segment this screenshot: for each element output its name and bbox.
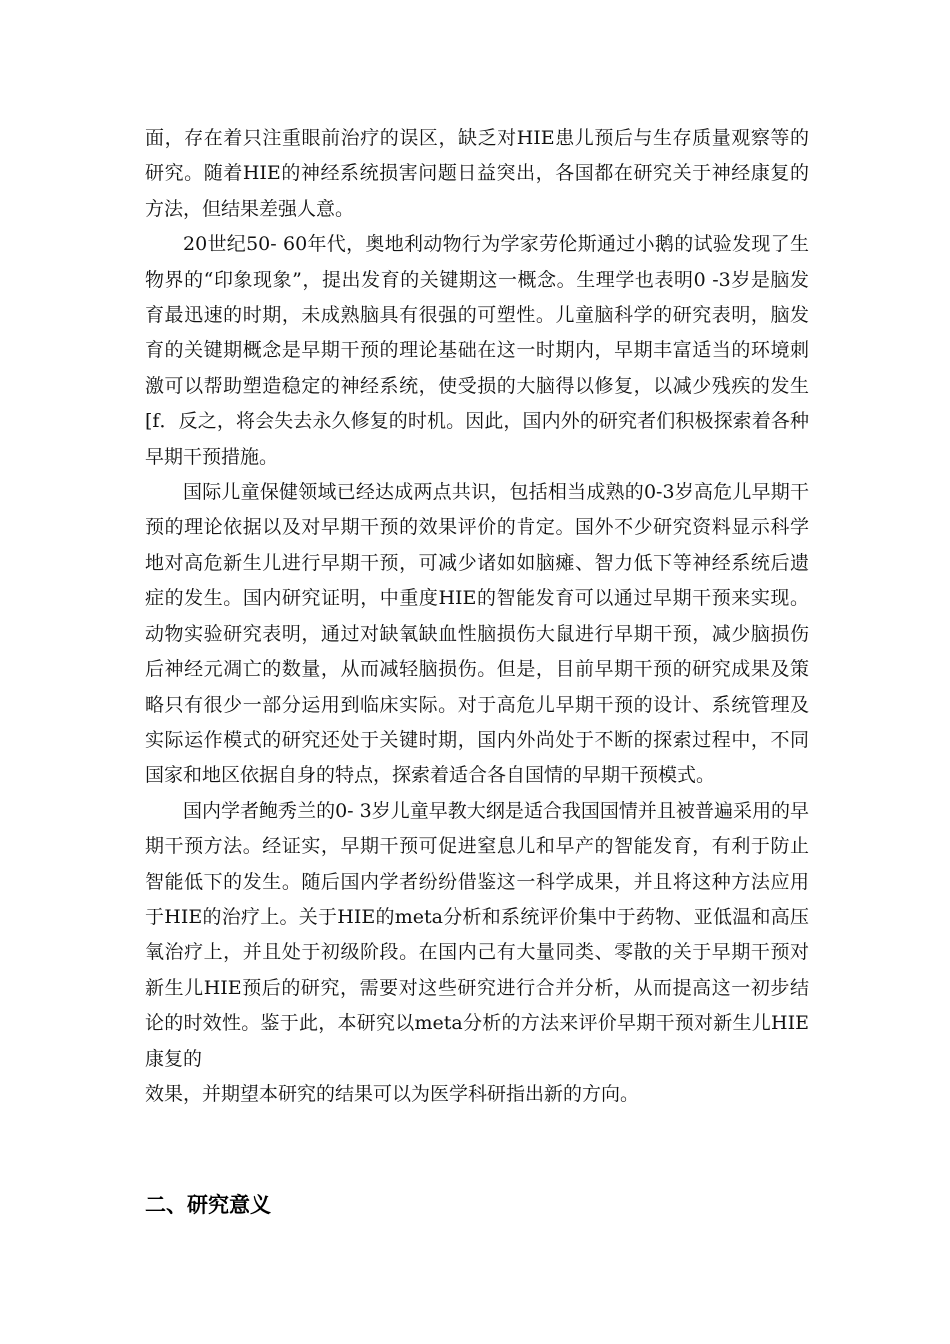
paragraph-domestic-research: 国内学者鲍秀兰的0- 3岁儿童早教大纲是适合我国国情并且被普遍采用的早期干预方法。经证实，早期干预可促进窒息儿和早产的智能发育，有利于防止智能低下的发生。随后国内学者纷纷借鉴这一科学成果，并且将这种方法应用于HIE的治疗上。关于HIE的meta分析和系统评价集中于药物、亚低温和高压氧治疗上，并且处于初级阶段。在国内己有大量同类、零散的关于早期干预对新生儿HIE预后的研究，需要对这些研究进行合并分析，从而提高这一初步结论的时效性。鉴于此，本研究以meta分析的方法来评价早期干预对新生儿HIE康复的 [145, 799, 809, 1070]
paragraph-continuation: 面，存在着只注重眼前治疗的误区，缺乏对HIE患儿预后与生存质量观察等的研究。随着HIE的神经系统损害问题日益突出，各国都在研究关于神经康复的方法，但结果差强人意。 [145, 127, 809, 220]
paragraph-international-consensus: 国际儿童保健领域已经达成两点共识，包括相当成熟的0-3岁高危儿早期干预的理论依据以及对早期干预的效果评价的肯定。国外不少研究资料显示科学地对高危新生儿进行早期干预，可减少诸如如脑瘫、智力低下等神经系统后遗症的发生。国内研究证明，中重度HIE的智能发育可以通过早期干预来实现。动物实验研究表明，通过对缺氧缺血性脑损伤大鼠进行早期干预，减少脑损伤后神经元凋亡的数量，从而减轻脑损伤。但是，目前早期干预的研究成果及策略只有很少一部分运用到临床实际。对于高危儿早期干预的设计、系统管理及实际运作模式的研究还处于关键时期，国内外尚处于不断的探索过程中，不同国家和地区依据自身的特点，探索着适合各自国情的早期干预模式。 [145, 481, 809, 787]
section-heading: 二、研究意义 [145, 1193, 271, 1217]
body-text [145, 121, 809, 1112]
paragraph-closing-line: 效果，并期望本研究的结果可以为医学科研指出新的方向。 [145, 1082, 640, 1105]
paragraph-critical-period: 20世纪50- 60年代，奥地利动物行为学家劳伦斯通过小鹅的试验发现了生物界的“印象现象”，提出发育的关键期这一概念。生理学也表明0 -3岁是脑发育最迅速的时期，未成熟脑具有很强的可塑性。儿童脑科学的研究表明，脑发育的关键期概念是早期干预的理论基础在这一时期内，早期丰富适当的环境刺激可以帮助塑造稳定的神经系统，使受损的大脑得以修复，以减少残疾的发生[f．反之，将会失去永久修复的时机。因此，国内外的研究者们积极探索着各种早期干预措施。 [145, 233, 809, 468]
